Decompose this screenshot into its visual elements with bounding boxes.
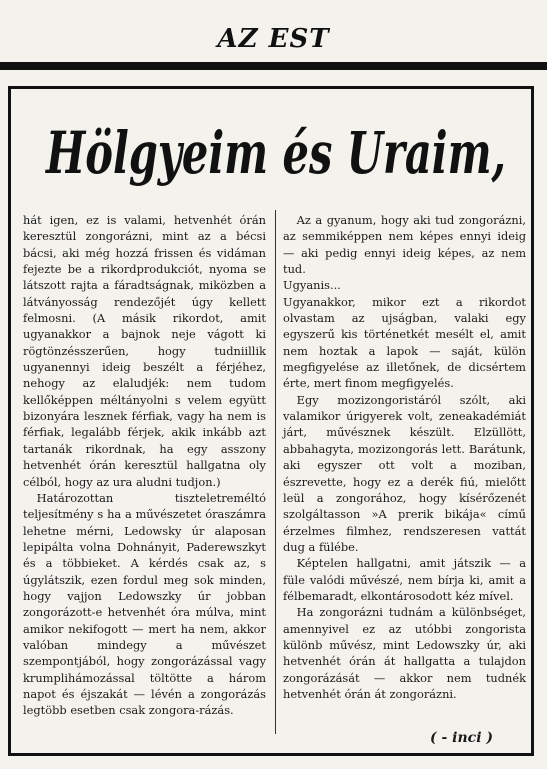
paragraph: Az a gyanum, hogy aki tud zongorázni, az semmiképpen nem képes ennyi ideig — aki pedig ennyi ideig képes, az nem tud. [283, 213, 526, 277]
newspaper-logo: AZ EST [217, 24, 330, 54]
column-divider [275, 210, 276, 734]
paragraph: Ugyanakkor, mikor ezt a rikordot olvastam az ujságban, valaki egy egyszerű kis történetkét mesélt el, amit nem hoztak a lapok — saját, külön megfigyelése az illetőnek, de dicsértem érte, mert finom megfigyelés. [283, 294, 526, 391]
article-column-left [23, 212, 266, 719]
masthead-rule [0, 62, 547, 70]
masthead [0, 0, 547, 62]
author-signature: ( - inci ) [430, 730, 494, 746]
headline-text: Hölgyeim és Uraim, [44, 119, 506, 187]
paragraph: Ha zongorázni tudnám a különbséget, amennyivel ez az utóbbi zongorista különb művész, mint Ledowszky úr, aki hetvenhét órán át hallgatta a tulajdon zongorázását — akkor nem tudnék hetvenhét órán át zongorázni. [283, 605, 526, 701]
article-column-right [283, 212, 526, 702]
article-headline [36, 105, 516, 195]
paragraph: Képtelen hallgatni, amit játszik — a füle valódi művészé, nem bírja ki, amit a félbemaradt, elkontárosodott kéz mível. [283, 556, 526, 603]
headline-script [36, 105, 516, 195]
paragraph: hát igen, ez is valami, hetvenhét órán keresztül zongorázni, mint az a bécsi bácsi, aki még hozzá frissen és vidáman fejezte be a rikordprodukciót, nyoma se látszott rajta a fáradtságnak, miközben a látványosság rendezőjét úgy kellett felmosni. (A másik rikordot, amit ugyanakkor a bajnok neje vágott ki rögtönzésszerűen, hogy tudniillik ugyanennyi ideig beszélt a férjéhez, nehogy az elaludjék: nem tudom kellőképpen méltányolni s velem együtt bizonyára lesznek férfiak, vagy ha nem is férfiak, legalább férjek, akik inkább azt tartanák rikordnak, ha egy asszony hetvenhét órán keresztül hallgatna oly célból, hogy az ura aludni tudjon.) [23, 213, 266, 489]
paragraph: Határozottan tiszteletreméltó teljesítmény s ha a művészetet óraszámra lehetne mérni, Ledowsky úr alaposan lepipálta volna Dohnányit, Paderewszkyt és a többieket. A kérdés csak az, s úgylátszik, ezen fordul meg sok minden, hogy vajjon Ledowszky úr jobban zongorázott-e hetvenhét óra múlva, mint amikor nekifogott — mert ha nem, akkor valóban mindegy a művészet szempontjából, hogy zongorázással vagy krumplihámozással töltötte a három napot és éjszakát — lévén a zongorázás legtöbb esetben csak zongora-rázás. [23, 490, 266, 718]
paragraph: Egy mozizongoristáról szólt, aki valamikor úrigyerek volt, zeneakadémiát járt, művésznek készült. Elzüllött, abbahagyta, mozizongorás lett. Barátunk, aki egyszer ott volt a moziban, észrevette, hogy ez a derék fiú, mielőtt leül a zongorához, hogy kísérőzenét szolgáltasson »A prerik bikája« című érzelmes filmhez, rendszeresen vattát dug a fülébe. [283, 392, 526, 554]
paragraph: Ugyanis... [283, 278, 341, 293]
